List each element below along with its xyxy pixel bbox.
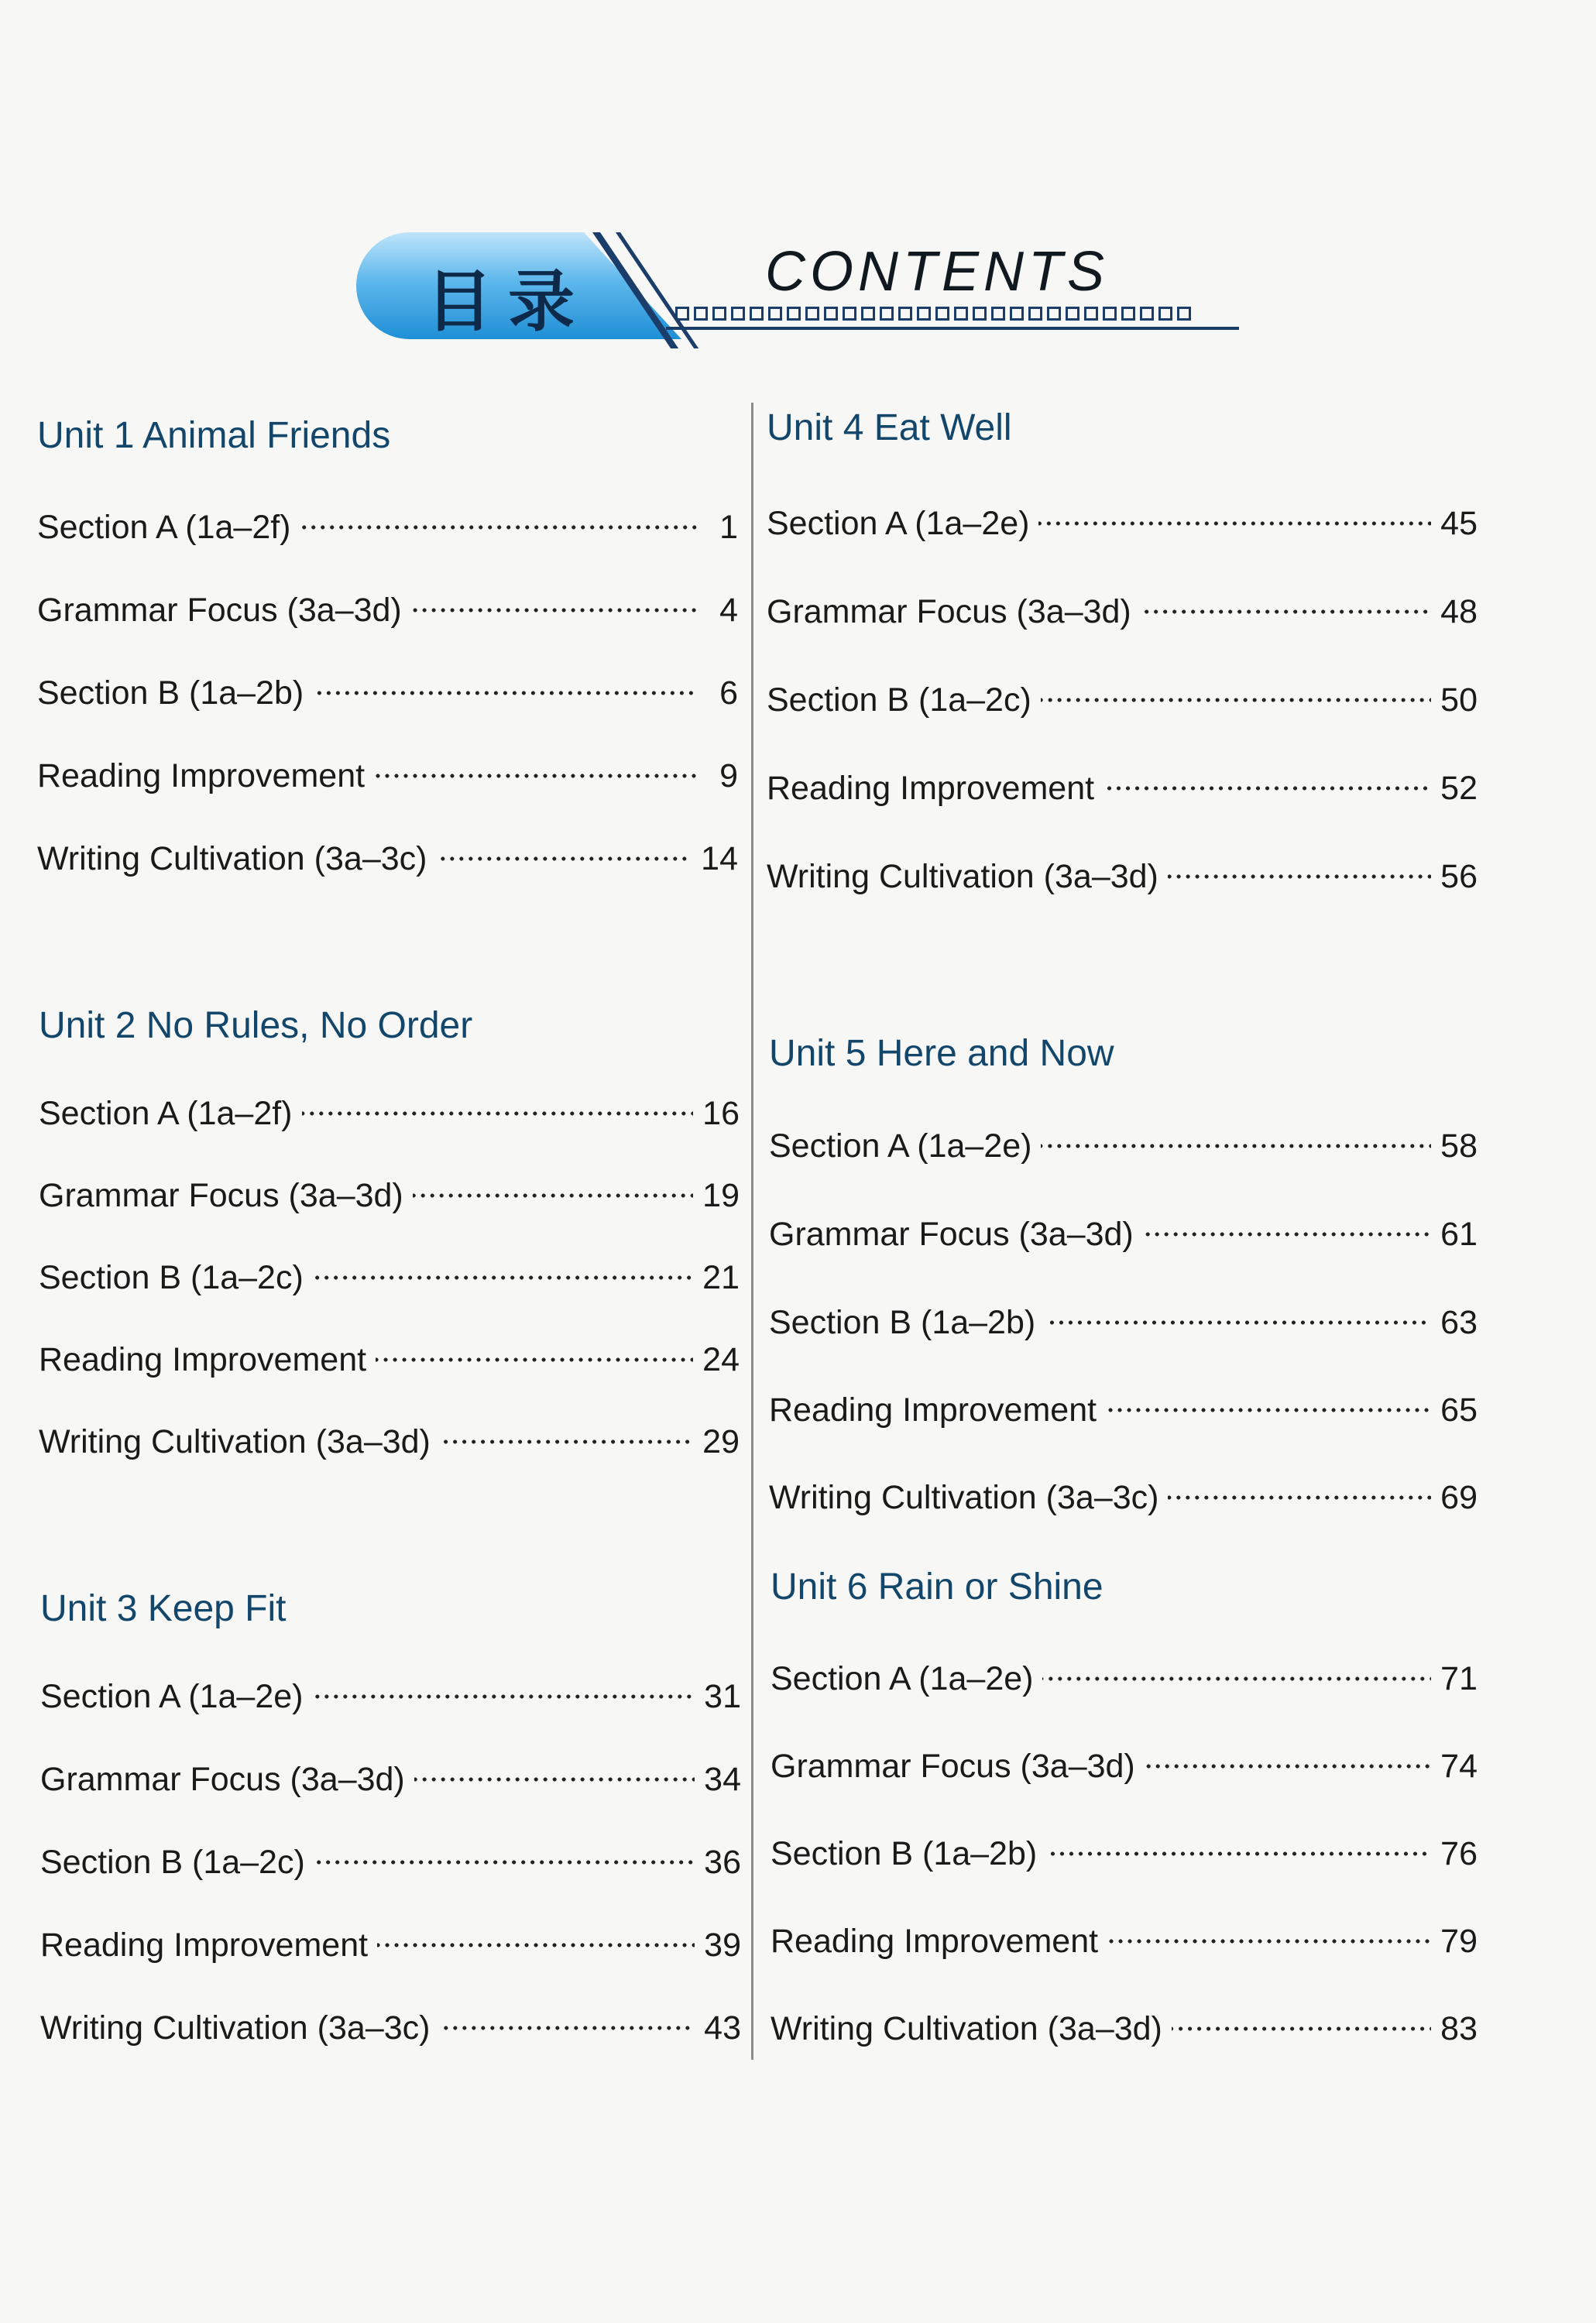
leader-dots — [302, 1110, 694, 1117]
toc-entry[interactable] — [39, 1256, 740, 1299]
square-decoration — [861, 307, 875, 321]
page-number: 63 — [1440, 1303, 1478, 1341]
toc-entry[interactable] — [767, 502, 1478, 545]
square-decoration — [1140, 307, 1154, 321]
page-number: 56 — [1440, 857, 1478, 895]
entry-label: Grammar Focus (3a–3d) — [40, 1760, 405, 1798]
leader-dots — [1168, 1494, 1431, 1501]
page-number: 34 — [704, 1760, 741, 1798]
page-number: 19 — [702, 1176, 740, 1214]
leader-dots — [1143, 1231, 1431, 1237]
leader-dots — [1045, 1319, 1431, 1326]
toc-entry[interactable] — [37, 506, 738, 549]
page-number: 39 — [704, 1926, 741, 1964]
entry-label: Reading Improvement — [39, 1340, 367, 1378]
toc-entry[interactable] — [39, 1420, 740, 1463]
page-number: 31 — [704, 1677, 741, 1715]
leader-dots — [1041, 697, 1431, 703]
toc-entry[interactable] — [37, 588, 738, 632]
entry-label: Grammar Focus (3a–3d) — [767, 592, 1131, 630]
leader-dots — [376, 1357, 693, 1363]
square-decoration — [880, 307, 894, 321]
entry-label: Writing Cultivation (3a–3c) — [37, 839, 427, 877]
page-number: 16 — [702, 1094, 740, 1132]
square-decoration — [694, 307, 708, 321]
square-row-decoration — [675, 307, 1191, 321]
page-number: 14 — [701, 839, 738, 877]
toc-entry[interactable] — [769, 1476, 1478, 1519]
leader-dots — [414, 1776, 695, 1783]
toc-entry[interactable] — [767, 767, 1478, 810]
unit-title: Unit 2 No Rules, No Order — [39, 1005, 473, 1046]
square-decoration — [954, 307, 968, 321]
leader-dots — [1107, 1938, 1431, 1944]
leader-dots — [1042, 1676, 1431, 1682]
toc-entry[interactable] — [769, 1301, 1478, 1344]
toc-entry[interactable] — [771, 1920, 1478, 1963]
unit-title: Unit 5 Here and Now — [769, 1033, 1114, 1074]
leader-dots — [411, 607, 698, 613]
toc-entry[interactable] — [767, 678, 1478, 722]
toc-entry[interactable] — [39, 1174, 740, 1217]
page-number: 45 — [1440, 504, 1478, 542]
toc-entry[interactable] — [39, 1338, 740, 1381]
square-decoration — [750, 307, 764, 321]
square-decoration — [787, 307, 801, 321]
square-decoration — [712, 307, 726, 321]
entry-label: Section A (1a–2e) — [769, 1127, 1032, 1165]
entry-label: Section B (1a–2c) — [40, 1843, 305, 1881]
contents-header — [356, 225, 1239, 356]
square-decoration — [917, 307, 931, 321]
leader-dots — [374, 773, 698, 779]
toc-entry[interactable] — [771, 1832, 1478, 1875]
chinese-title: 目录 — [426, 262, 590, 341]
page-number: 50 — [1440, 681, 1478, 719]
entry-label: Grammar Focus (3a–3d) — [771, 1747, 1135, 1785]
leader-dots — [300, 524, 698, 530]
page-number: 61 — [1440, 1215, 1478, 1253]
entry-label: Grammar Focus (3a–3d) — [769, 1215, 1134, 1253]
page-number: 24 — [702, 1340, 740, 1378]
unit-title: Unit 4 Eat Well — [767, 407, 1012, 448]
square-decoration — [1158, 307, 1172, 321]
leader-dots — [439, 2025, 695, 2031]
header-underline — [666, 327, 1239, 330]
toc-entry[interactable] — [769, 1213, 1478, 1256]
leader-dots — [436, 856, 692, 862]
entry-label: Section A (1a–2e) — [771, 1659, 1034, 1697]
page-number: 48 — [1440, 592, 1478, 630]
square-decoration — [1010, 307, 1024, 321]
page-number: 71 — [1440, 1659, 1478, 1697]
leader-dots — [1046, 1851, 1431, 1857]
entry-label: Section A (1a–2f) — [37, 508, 291, 546]
page-number: 69 — [1440, 1478, 1478, 1516]
square-decoration — [898, 307, 912, 321]
toc-entry[interactable] — [771, 2007, 1478, 2050]
toc-entry[interactable] — [767, 590, 1478, 633]
entry-label: Section B (1a–2c) — [767, 681, 1031, 719]
page-number: 43 — [704, 2009, 741, 2047]
square-decoration — [805, 307, 819, 321]
entry-label: Reading Improvement — [40, 1926, 369, 1964]
toc-entry[interactable] — [37, 837, 738, 880]
square-decoration — [935, 307, 949, 321]
toc-entry[interactable] — [39, 1092, 740, 1135]
unit-title: Unit 1 Animal Friends — [37, 415, 391, 456]
square-decoration — [1121, 307, 1135, 321]
square-decoration — [1066, 307, 1079, 321]
unit-title: Unit 3 Keep Fit — [40, 1588, 287, 1629]
page-number: 29 — [702, 1422, 740, 1460]
entry-label: Grammar Focus (3a–3d) — [39, 1176, 403, 1214]
leader-dots — [377, 1942, 695, 1948]
toc-entry[interactable] — [40, 1923, 741, 1967]
entry-label: Section B (1a–2c) — [39, 1258, 304, 1296]
page-number: 79 — [1440, 1922, 1478, 1960]
square-decoration — [1103, 307, 1117, 321]
page-number: 83 — [1440, 2009, 1478, 2047]
page-number: 65 — [1440, 1391, 1478, 1429]
leader-dots — [1106, 1407, 1431, 1413]
leader-dots — [1145, 1763, 1431, 1769]
leader-dots — [1038, 520, 1431, 527]
square-decoration — [675, 307, 689, 321]
square-decoration — [843, 307, 856, 321]
page-number: 4 — [719, 591, 738, 629]
entry-label: Writing Cultivation (3a–3c) — [40, 2009, 431, 2047]
entry-label: Section A (1a–2e) — [767, 504, 1030, 542]
entry-label: Writing Cultivation (3a–3d) — [767, 857, 1158, 895]
page-number: 52 — [1440, 769, 1478, 807]
entry-label: Writing Cultivation (3a–3c) — [769, 1478, 1159, 1516]
entry-label: Writing Cultivation (3a–3d) — [771, 2009, 1162, 2047]
square-decoration — [1177, 307, 1191, 321]
entry-label: Section B (1a–2b) — [37, 674, 304, 712]
leader-dots — [1168, 873, 1431, 880]
leader-dots — [1172, 2026, 1431, 2032]
square-decoration — [824, 307, 838, 321]
unit-title: Unit 6 Rain or Shine — [771, 1566, 1103, 1608]
square-decoration — [1084, 307, 1098, 321]
toc-entry[interactable] — [40, 1675, 741, 1718]
entry-label: Reading Improvement — [769, 1391, 1097, 1429]
toc-entry[interactable] — [40, 2006, 741, 2050]
toc-entry[interactable] — [40, 1841, 741, 1884]
leader-dots — [440, 1439, 693, 1445]
toc-entry[interactable] — [767, 855, 1478, 898]
square-decoration — [1028, 307, 1042, 321]
square-decoration — [991, 307, 1005, 321]
leader-dots — [313, 1275, 693, 1281]
entry-label: Reading Improvement — [767, 769, 1095, 807]
entry-label: Section A (1a–2f) — [39, 1094, 293, 1132]
toc-entry[interactable] — [771, 1745, 1478, 1788]
toc-entry[interactable] — [769, 1124, 1478, 1168]
page-number: 9 — [719, 757, 738, 794]
square-decoration — [1047, 307, 1061, 321]
entry-label: Writing Cultivation (3a–3d) — [39, 1422, 431, 1460]
page-number: 76 — [1440, 1834, 1478, 1872]
square-decoration — [973, 307, 987, 321]
leader-dots — [1103, 785, 1431, 791]
page-number: 21 — [702, 1258, 740, 1296]
page-number: 6 — [719, 674, 738, 712]
entry-label: Reading Improvement — [771, 1922, 1099, 1960]
toc-entry[interactable] — [37, 671, 738, 715]
toc-entry[interactable] — [37, 754, 738, 798]
leader-dots — [312, 1693, 695, 1700]
toc-entry[interactable] — [771, 1657, 1478, 1700]
leader-dots — [314, 1859, 695, 1865]
leader-dots — [413, 1192, 693, 1199]
toc-entry[interactable] — [40, 1758, 741, 1801]
page-number: 74 — [1440, 1747, 1478, 1785]
leader-dots — [1041, 1143, 1431, 1149]
entry-label: Section B (1a–2b) — [771, 1834, 1038, 1872]
page-number: 1 — [719, 508, 738, 546]
page-number: 58 — [1440, 1127, 1478, 1165]
entry-label: Section A (1a–2e) — [40, 1677, 304, 1715]
square-decoration — [731, 307, 745, 321]
toc-entry[interactable] — [769, 1388, 1478, 1432]
contents-title: CONTENTS — [765, 241, 1109, 303]
page-number: 36 — [704, 1843, 741, 1881]
leader-dots — [313, 690, 698, 696]
entry-label: Section B (1a–2b) — [769, 1303, 1036, 1341]
square-decoration — [768, 307, 782, 321]
entry-label: Reading Improvement — [37, 757, 366, 794]
column-divider — [751, 403, 753, 2060]
leader-dots — [1141, 609, 1431, 615]
entry-label: Grammar Focus (3a–3d) — [37, 591, 402, 629]
